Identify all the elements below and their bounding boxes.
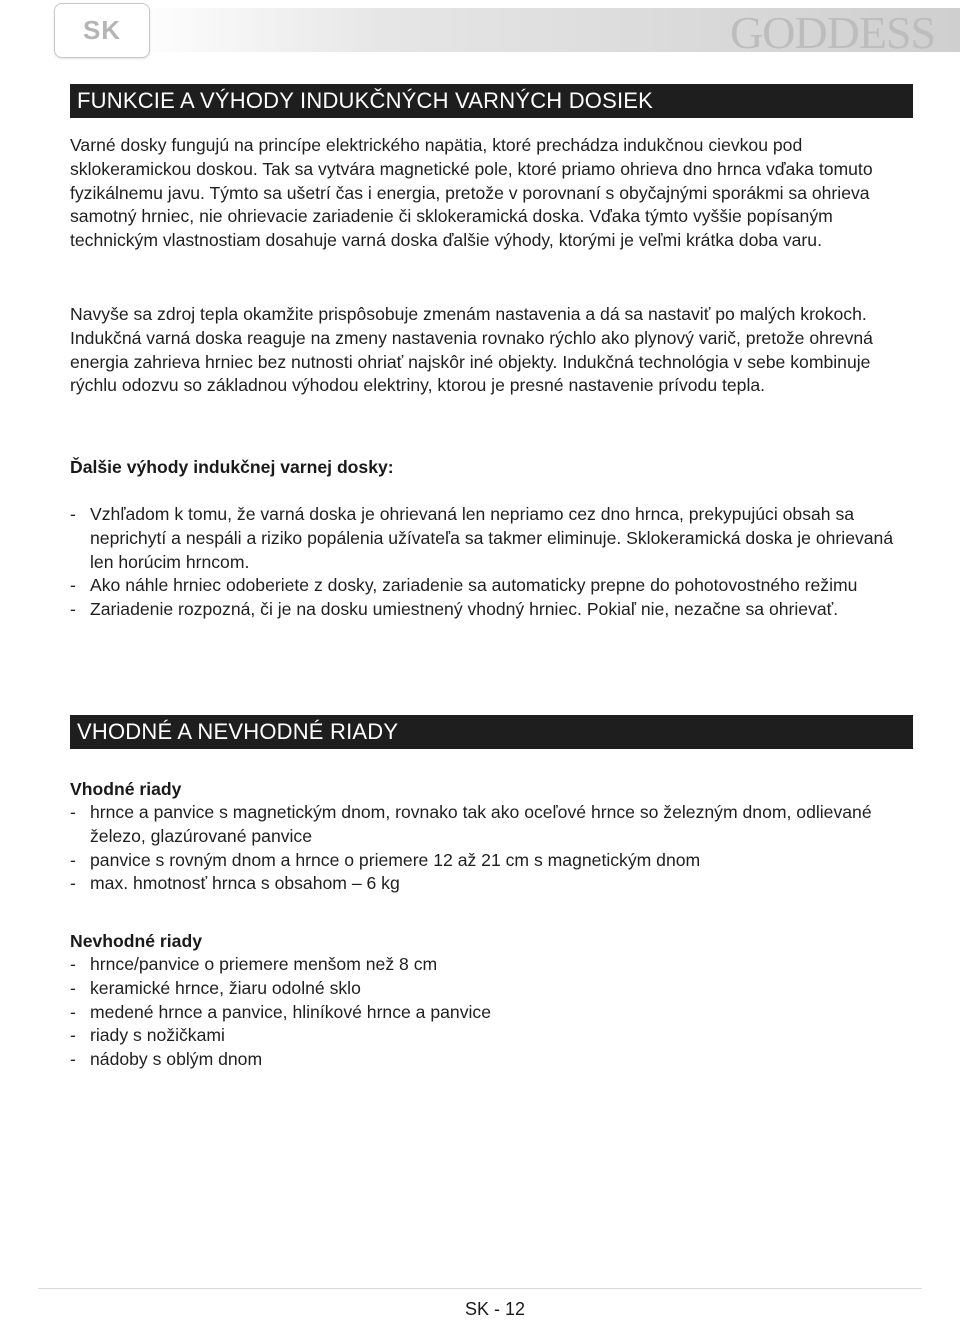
list-item: - riady s nožičkami	[70, 1025, 225, 1046]
list-item: - medené hrnce a panvice, hliníkové hrnce a panvice	[70, 1001, 491, 1022]
list-item: - hrnce a panvice s magnetickým dnom, rovnako tak ako oceľové hrnce so železným dnom, odlievané železo, glazúrované panvice	[70, 802, 872, 846]
suitable-list	[70, 801, 915, 896]
section-title-cookware: VHODNÉ A NEVHODNÉ RIADY	[70, 715, 913, 749]
list-item: - Vzhľadom k tomu, že varná doska je ohrievaná len nepriamo cez dno hrnca, prekypujúci obsah sa neprichytí a nespáli a riziko popálenia užívateľa sa takmer eliminuje. Sklokeramická doska je ohrievaná len horúcim hrncom.	[70, 504, 894, 572]
list-item: - hrnce/panvice o priemere menšom než 8 cm	[70, 954, 438, 974]
unsuitable-list	[70, 953, 915, 1072]
section-title-functions: FUNKCIE A VÝHODY INDUKČNÝCH VARNÝCH DOSIEK	[70, 84, 913, 118]
list-item: - panvice s rovným dnom a hrnce o priemere 12 až 21 cm s magnetickým dnom	[70, 849, 701, 870]
brand-logo	[728, 4, 960, 60]
list-item: - Zariadenie rozpozná, či je na dosku umiestnený vhodný hrniec. Pokiaľ nie, nezačne sa ohrievať.	[70, 599, 839, 620]
list-item: - Ako náhle hrniec odoberiete z dosky, zariadenie sa automaticky prepne do pohotovostného režimu	[70, 575, 858, 596]
page-number: SK - 12	[464, 1299, 526, 1319]
language-code: SK	[82, 15, 122, 45]
suitable-heading: Vhodné riady	[70, 779, 182, 799]
unsuitable-heading: Nevhodné riady	[70, 931, 202, 951]
list-item: - keramické hrnce, žiaru odolné sklo	[70, 977, 361, 998]
list-item: - nádoby s oblým dnom	[70, 1049, 263, 1070]
second-paragraph: Navyše sa zdroj tepla okamžite prispôsobuje zmenám nastavenia a dá sa nastaviť po malých krokoch. Indukčná varná doska reaguje na zmeny nastavenia rovnako rýchlo ako plynový varič, pretože ohrevná energia zahrieva hrniec bez nutnosti ohriať najskôr iné objekty. Indukčná technológia v sebe kombinuje rýchlu odozvu so základnou výhodou elektriny, ktorou je presné nastavenie prívodu tepla.	[70, 304, 873, 396]
intro-paragraph: Varné dosky fungujú na princípe elektrického napätia, ktoré prechádza indukčnou cievkou pod sklokeramickou doskou. Tak sa vytvára magnetické pole, ktoré priamo ohrieva dno hrnca vďaka tomuto fyzikálnemu javu. Týmto sa ušetrí čas i energia, pretože v porovnaní s obyčajnými sporákmi sa ohrieva samotný hrniec, nie ohrievacie zariadenie či sklokeramická doska. Vďaka týmto vyššie popísaným technickým vlastnostiam dosahuje varná doska ďalšie výhody, ktorými je veľmi krátka doba varu.	[70, 135, 873, 251]
footer-divider	[38, 1288, 922, 1289]
brand-logo-text: GODDESS	[730, 7, 936, 58]
benefits-list	[70, 503, 915, 622]
benefits-heading: Ďalšie výhody indukčnej varnej dosky:	[70, 457, 394, 477]
list-item: - max. hmotnosť hrnca s obsahom – 6 kg	[70, 873, 400, 894]
language-badge	[54, 3, 150, 58]
